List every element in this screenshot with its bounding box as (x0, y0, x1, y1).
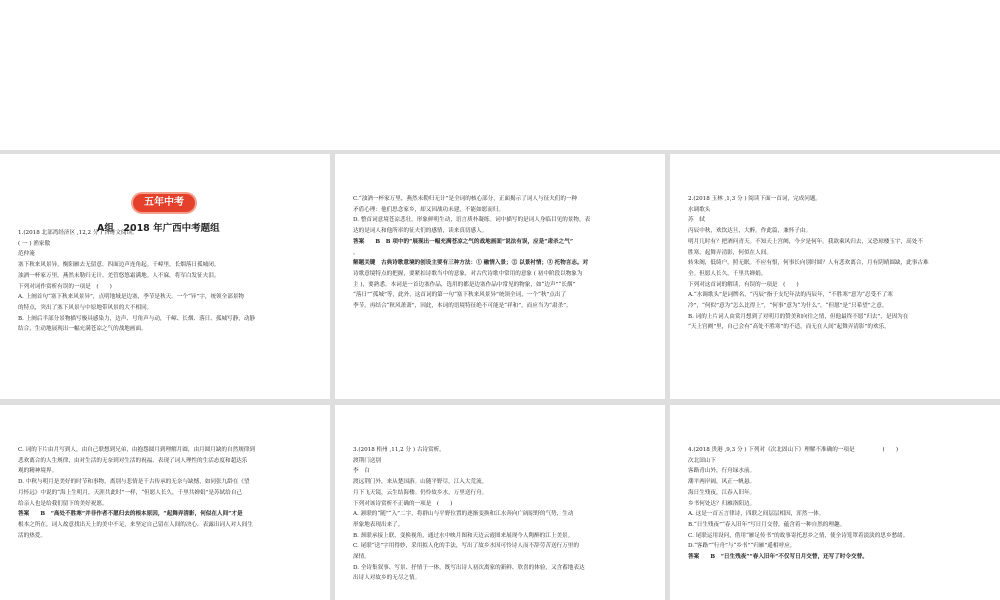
blank-page-area (0, 0, 1000, 150)
text-line: ( 一 ) 渔家傲 (18, 240, 51, 247)
text-line: B. 词的上片词人由赏月想到了对明月的赞美和向往之情，但他最终不愿“归去”，是因为在 (688, 313, 909, 320)
text-line: 客路青山外，行舟绿水前。 (688, 468, 756, 475)
text-line: C. 尾联运用设问，借用“雁足传书”的故事寄托思乡之情，使全诗笼罩着淡淡的思乡愁绪。 (688, 532, 909, 539)
page-content (688, 194, 986, 333)
text-line: “落日”“孤城”等，此外，这首词的第一句“塞下秋来风景异”统领全词，一个“秋”点出了 (353, 292, 567, 299)
text-line: 水调歌头 (688, 206, 711, 213)
text-line: 月下飞天镜，云生结海楼。仍怜故乡水，万里送行舟。 (353, 489, 488, 496)
text-line: 2.(2018 玉林 ,1,3 分 ) 阅读下面一首词，完成问题。 (688, 196, 822, 202)
text-line: 诗歌意境特点的把握，要紧扣诗歌当中的意象，对古代诗歌中常用的意象 ( 初中阶段以物象为 (353, 270, 583, 277)
text-line: C.“浊酒一杯家万里，燕然未勒归无计”是全词的核心部分，正面揭示了词人与征夫们的一种 (353, 196, 578, 202)
text-line: 深情。 (353, 554, 370, 561)
text-line: C. 尾联“送”字用得妙，采用拟人化的手法，写出了故乡水因可怜诗人而不辞劳苦送行万里的 (353, 543, 579, 550)
text-line: 解题关键 古典诗歌意境的创设主要有三种方法：① 融情入景；② 以景衬情；③ 托物言志。对 (353, 260, 589, 267)
page-3 (670, 154, 1000, 399)
text-line: B.“日生残夜”“春入旧年”写日月交替，蕴含着一种自然的理趣。 (688, 521, 846, 528)
page-content (18, 228, 316, 335)
text-line: 悲欢离合的人生规律，由对生活的无奈到对生活的祝福，表现了词人理性的生活态度和超达乐 (18, 457, 248, 464)
text-line: 结合，生动地展现出一幅充满苍凉之气的战地画面。 (18, 326, 147, 333)
text-line: 答案 B “日生残夜”“春入旧年”不仅写日月交替，还写了时令交替。 (688, 554, 868, 561)
text-line: 出诗人对故乡的无尽之情。 (353, 575, 421, 582)
text-line: 胜寒。起舞弄清影，何似在人间。 (688, 249, 772, 256)
text-line: 潮平两岸阔，风正一帆悬。 (688, 479, 756, 486)
text-line: 塞下秋来风景异，衡阳雁去无留意。四面边声连角起。千嶂里，长烟落日孤城闭。 (18, 262, 220, 269)
page-4 (0, 405, 330, 600)
text-line: 。 (353, 249, 359, 256)
text-line: 根本之所在，词人故意找出天上的美中不足，来坚定自己留在人间的决心，表露出词人对人间生 (18, 521, 253, 528)
text-line: A. 上阕首句“塞下秋来风景异”，点明地域是边塞，季节是秋天。一个“异”字，统领全部景物 (18, 294, 245, 301)
text-line: 下列对该诗赏析不正确的一项是 ( ) (353, 500, 453, 507)
five-year-exam-banner: 五年中考 (133, 194, 195, 212)
text-line: 季节。再结合“秋风萧萧”，因此，本词的语境特征绝不可能是“祥和”，而应当为“肃杀”。 (353, 303, 572, 310)
text-line: 月怀远》中说的“海上生明月，天涯共此时”一样，“但愿人长久，千里共婵娟”是苏轼给自己 (18, 489, 243, 496)
text-line: 矛盾心理：他们思念家乡，却又因战功未建，不能如愿而归。 (353, 206, 505, 213)
text-line: 海日生残夜，江春入旧年。 (688, 489, 756, 496)
text-line: 渡远荆门外，来从楚国游。山随平野尽，江入大荒流。 (353, 479, 488, 486)
text-line: B. 上阕后半部分景物描写极具感染力，边声、号角声与动，千嶂、长烟、落日、孤城写静，动静 (18, 315, 256, 322)
text-line: 浊酒一杯家万里，燕然未勒归无计。羌管悠悠霜满地。人不寐，将军白发征夫泪。 (18, 272, 220, 279)
text-line: A. 这是一首五言律诗，四联之间层层相因，浑然一体。 (688, 511, 825, 518)
text-line: 转朱阁，低绮户，照无眠。不应有恨，何事长向别时圆？人有悲欢离合，月有阴晴圆缺，此事古难 (688, 260, 929, 267)
text-line: 乡书何处达？归雁洛阳边。 (688, 500, 756, 507)
page-1 (0, 154, 330, 399)
text-line: 观的精神境界。 (18, 468, 58, 475)
text-line: 下列对词作赏析有误的一项是 ( ) (18, 283, 112, 290)
text-line: 形象地表现出来了。 (353, 521, 404, 528)
text-line: B. 颈联承接上联，变换视角，通过水中映月图和天边云霞图来展现今人陶醉的江上美景。 (353, 532, 574, 539)
page-content (18, 445, 316, 541)
text-line: 次北固山下 (688, 457, 716, 464)
page-2 (335, 154, 665, 399)
text-line: 答案 B “高处不胜寒”并非作者不愿归去的根本原因，“起舞弄清影，何似在人间”才是 (18, 511, 243, 518)
text-line: 的特点，突出了塞下风景与中原地带风景的大不相同。 (18, 304, 153, 311)
text-line: 苏 轼 (688, 217, 705, 224)
text-line: D.“客路”“行舟”与“乡书”“归雁”遥相呼应。 (688, 543, 796, 550)
text-line: D. 全诗集叙事、写景、抒情于一体，既写出诗人初次离家的新鲜、欣喜的体验，又含蓄地表达 (353, 564, 585, 571)
text-line: 活的热爱。 (18, 532, 46, 539)
text-line: A.“水调歌头”是词牌名，“丙辰”指于支纪年法的丙辰年，“不胜寒”意为“忍受不了寒 (688, 292, 893, 299)
text-line: D. 中秋与明月是美好的时节和事物，离别与悲情是千古传承的无奈与缺憾，如同张九龄在《望 (18, 479, 250, 486)
text-line: A. 颔联的“随”“入”二字，将群山与平野位置的逐渐变换和江水奔向广阔原野的气势，生动 (353, 511, 574, 518)
text-line: “天上宫阙”里，自己会有“高处不胜寒”的不适，而无在人间“起舞弄清影”的欢乐。 (688, 324, 890, 331)
text-line: 4.(2018 贵港 ,9,3 分 ) 下列对《次北固山下》理解不准确的一项是 ( ) (688, 447, 899, 453)
text-line: C. 词的下片由月写到人，由自己联想到兄弟，由抱怨圆月到理解月圆，由月圆月缺的自然规律到 (18, 447, 255, 453)
text-line: 3.(2018 梧州 ,11,2 分 ) 古诗赏析。 (353, 447, 445, 453)
text-line: 1.(2018 北部湾经济区 ,12,2 分 ) 古诗文阅读。 (18, 230, 138, 236)
page-5 (335, 405, 665, 600)
text-line: 冷”，“何似”意为“怎么比得上”，“何事”意为“为什么”，“但愿”是“只希望”之意。 (688, 303, 888, 310)
text-line: 全。但愿人长久，千里共婵娟。 (688, 270, 767, 277)
text-line: 丙辰中秋，欢饮达旦，大醉。作此篇，兼怀子由。 (688, 228, 812, 235)
section-title: A组 2018 年广西中考题组 (97, 223, 220, 234)
text-line: 主 )，要熟悉。本词是一首边塞作品，选用的都是边塞作品中常见的物象，如“边声”“长烟” (353, 281, 576, 288)
text-line: D. 整首词意境苍凉悲壮，形象鲜明生动，语言质朴凝练。词中描写的是词人身临目见的景物，表 (353, 217, 591, 224)
page-content (353, 194, 651, 312)
page-content (688, 445, 986, 563)
text-line: 李 白 (353, 468, 370, 475)
page-6 (670, 405, 1000, 600)
text-line: 明月几时有？把酒问青天。不知天上宫阙，今夕是何年。我欲乘风归去，又恐琼楼玉宇，高处不 (688, 238, 923, 245)
text-line: 答案 B B 项中的“展现出一幅充满苍凉之气的战地画面”说法有误，应是“肃杀之气” (353, 238, 574, 245)
text-line: 范仲淹 (18, 251, 35, 258)
text-line: 给亲人也是给我们留下的美好祝愿。 (18, 500, 108, 507)
text-line: 达的是词人和他所率的征夫们的感情，读来真切感人。 (353, 228, 488, 235)
text-line: 渡荆门送别 (353, 457, 381, 464)
text-line: 下列对这首词的解读，有误的一项是 ( ) (688, 281, 799, 288)
page-content (353, 445, 651, 584)
